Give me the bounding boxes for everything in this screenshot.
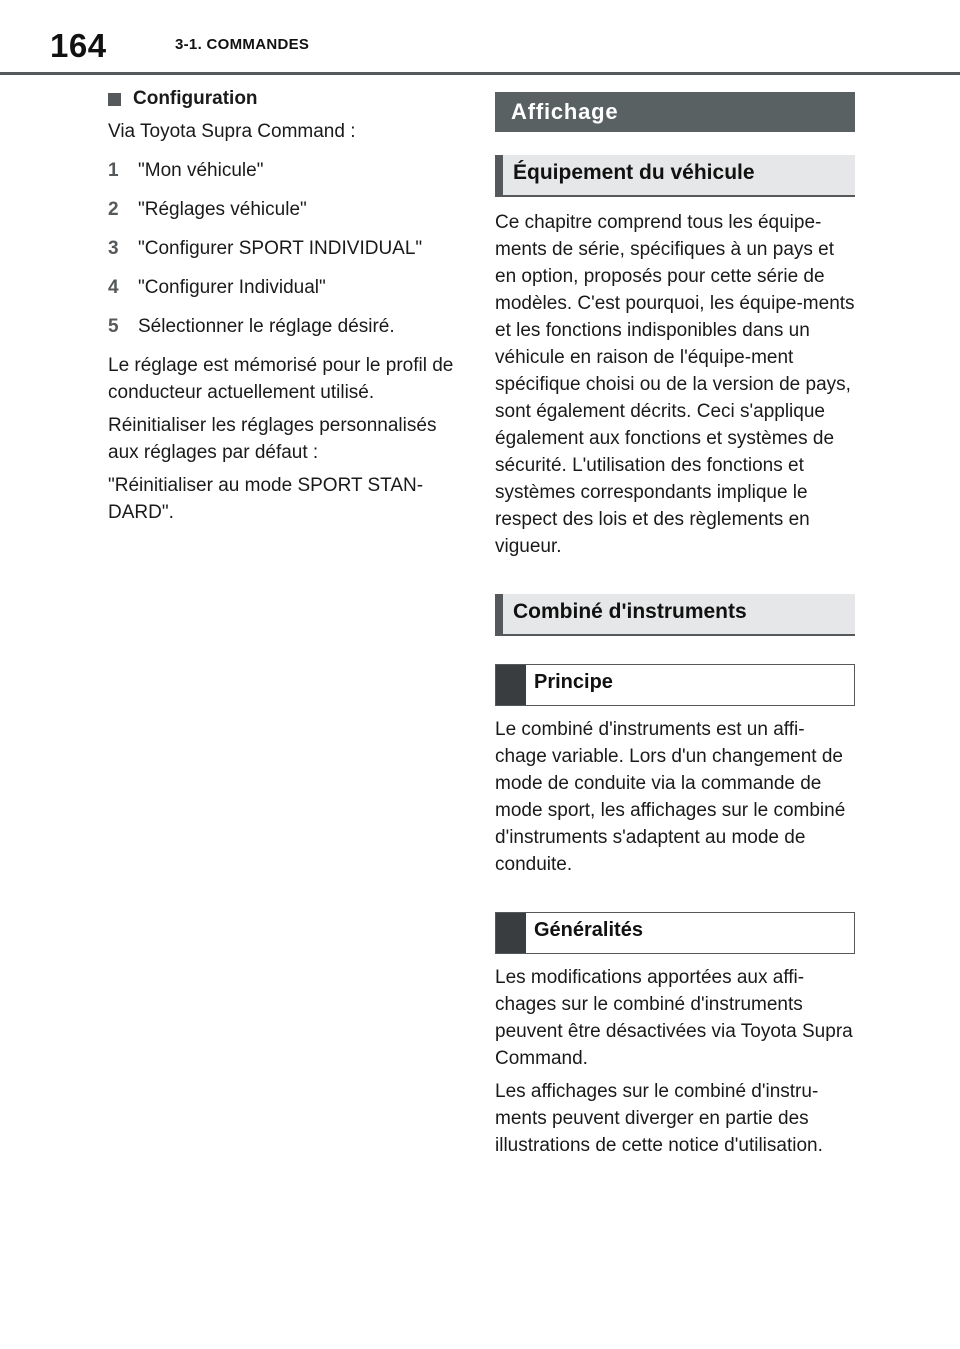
subsection-combine: Combiné d'instruments [495, 594, 855, 636]
configuration-heading [108, 86, 458, 112]
square-bullet-icon [108, 93, 121, 106]
step-text: Sélectionner le réglage désiré. [138, 316, 395, 337]
step-number: 5 [108, 316, 119, 337]
chapter-title: 3-1. COMMANDES [175, 36, 310, 53]
reset-command: "Réinitialiser au mode SPORT STAN-DARD". [108, 475, 424, 523]
step-item [108, 157, 458, 184]
step-item [108, 196, 458, 223]
intro-text: Via Toyota Supra Command : [108, 121, 356, 142]
step-text: "Réglages véhicule" [138, 199, 307, 220]
step-text: "Configurer SPORT INDIVIDUAL" [138, 238, 423, 259]
step-item [108, 235, 458, 262]
step-item [108, 274, 458, 301]
left-column [108, 86, 458, 526]
generalites-text-2: Les affichages sur le combiné d'instru-ments peuvent diverger en partie des illustrations de cette notice d'utilisation. [495, 1081, 823, 1156]
section-title-affichage: Affichage [495, 92, 855, 132]
memory-note: Le réglage est mémorisé pour le profil de conducteur actuellement utilisé. [108, 355, 454, 403]
step-number: 4 [108, 277, 119, 298]
equipement-text: Ce chapitre comprend tous les équipe-ments de série, spécifiques à un pays et en option, proposés pour cette série de modèles. C'est pourquoi, les équipe-ments et les fonctions indisponibles dans un véhicule en raison de l'équipe-ment spécifique choisi ou de la version de pays, sont également décrits. Ceci s'applique également aux fonctions et systèmes de sécurité. L'utilisation des fonctions et systèmes correspondants implique le respect des lois et des règlements en vigueur. [495, 212, 855, 557]
principe-text: Le combiné d'instruments est un affi-chage variable. Lors d'un changement de mode de conduite via la commande de mode sport, les affichages sur le combiné d'instruments s'adaptent au mode de conduite. [495, 719, 846, 875]
box-heading-generalites [495, 912, 855, 954]
configuration-heading-text: Configuration [133, 88, 258, 109]
step-text: "Mon véhicule" [138, 160, 264, 181]
step-text: "Configurer Individual" [138, 277, 326, 298]
page-header [0, 0, 960, 76]
right-column [495, 92, 855, 1159]
step-number: 2 [108, 199, 119, 220]
generalites-text-1: Les modifications apportées aux affi-chages sur le combiné d'instruments peuvent être désactivées via Toyota Supra Command. [495, 967, 853, 1069]
header-divider [0, 72, 960, 75]
step-number: 1 [108, 160, 119, 181]
page-number: 164 [50, 27, 107, 64]
box-marker [496, 913, 526, 953]
step-item [108, 313, 458, 340]
box-heading-text: Principe [534, 671, 613, 693]
subsection-equipement: Équipement du véhicule [495, 155, 855, 197]
step-number: 3 [108, 238, 119, 259]
box-marker [496, 665, 526, 705]
box-heading-text: Généralités [534, 919, 643, 941]
box-heading-principe [495, 664, 855, 706]
reset-instruction: Réinitialiser les réglages personnalisés aux réglages par défaut : [108, 415, 437, 463]
